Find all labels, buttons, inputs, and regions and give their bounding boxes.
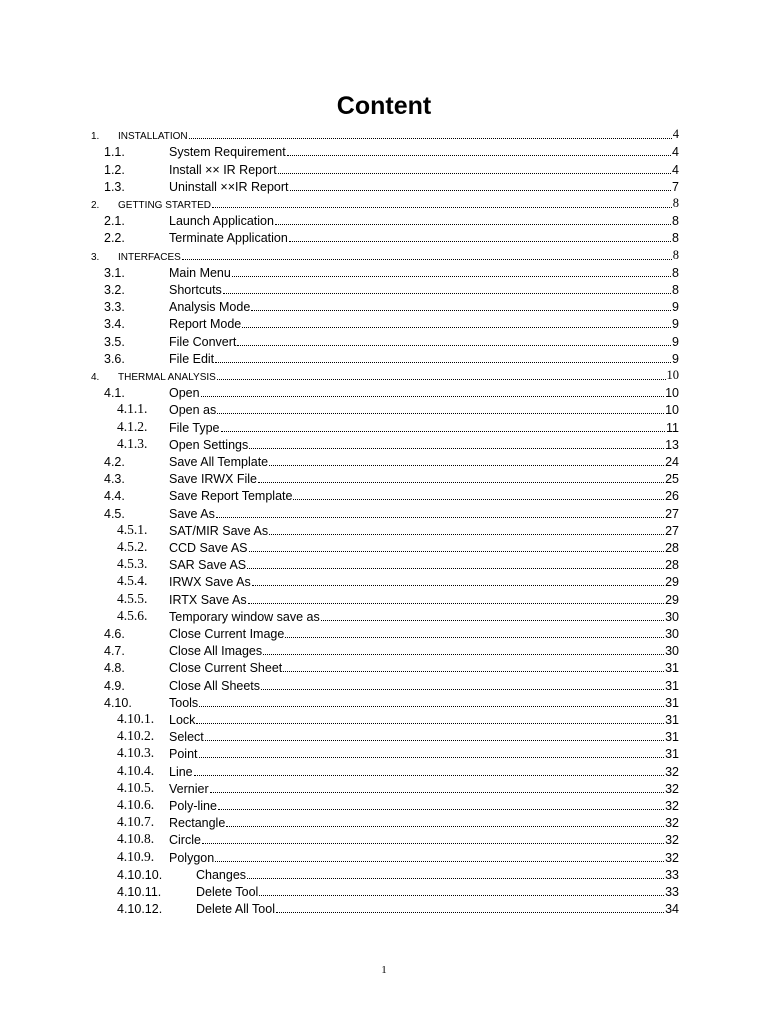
- toc-entry-body: [169, 747, 679, 761]
- toc-entry-body: [169, 558, 679, 572]
- toc-entry-number: 4.10.7.: [117, 814, 155, 830]
- toc-entry-page: 33: [665, 884, 679, 899]
- toc-entry-body: [169, 335, 679, 349]
- toc-entry-body: [169, 593, 679, 607]
- toc-dot-leader: [182, 259, 672, 260]
- toc-entry-page: 8: [672, 265, 679, 280]
- toc-entry-label: Delete Tool: [196, 884, 259, 899]
- toc-entry[interactable]: [0, 780, 768, 797]
- toc-entry-number: 4.10.8.: [117, 831, 155, 847]
- toc-entry-page: 24: [665, 454, 679, 469]
- toc-dot-leader: [199, 706, 664, 707]
- toc-entry-number: 4.2.: [104, 454, 125, 469]
- toc-entry-page: 32: [665, 833, 679, 848]
- toc-dot-leader: [242, 327, 671, 328]
- toc-entry-number: 4.10.: [104, 695, 132, 710]
- toc-entry-label: SAT/MIR Save As: [169, 523, 269, 538]
- toc-entry-number: 4.10.6.: [117, 796, 155, 812]
- toc-entry-body: [118, 368, 679, 383]
- toc-entry-number: 4.1.: [104, 386, 125, 401]
- toc-dot-leader: [232, 276, 671, 277]
- toc-entry-page: 32: [665, 764, 679, 779]
- toc-entry-body: [118, 127, 679, 142]
- toc-entry-body: [169, 541, 679, 555]
- toc-entry[interactable]: [0, 573, 768, 590]
- toc-dot-leader: [290, 190, 672, 191]
- toc-entry-page: 27: [665, 506, 679, 521]
- toc-entry-label: Save All Template: [169, 454, 269, 469]
- toc-dot-leader: [275, 224, 671, 225]
- toc-entry[interactable]: [0, 676, 768, 693]
- toc-entry-body: [169, 661, 679, 675]
- toc-entry[interactable]: [0, 384, 768, 401]
- toc-entry[interactable]: [0, 281, 768, 298]
- toc-entry-number: 4.10.4.: [117, 762, 155, 778]
- toc-entry-page: 32: [665, 850, 679, 865]
- toc-entry[interactable]: [0, 831, 768, 848]
- toc-entry[interactable]: [0, 694, 768, 711]
- toc-entry-page: 31: [665, 747, 679, 762]
- toc-entry-page: 8: [672, 195, 679, 210]
- toc-entry-page: 32: [665, 781, 679, 796]
- toc-entry-page: 4: [672, 145, 679, 160]
- toc-dot-leader: [278, 173, 671, 174]
- toc-dot-leader: [249, 551, 665, 552]
- toc-entry-number: 4.10.12.: [117, 902, 163, 917]
- toc-dot-leader: [321, 620, 664, 621]
- toc-entry-body: [169, 644, 679, 658]
- toc-entry-number: 4.5.: [104, 506, 125, 521]
- toc-entry-body: [169, 679, 679, 693]
- toc-dot-leader: [263, 654, 664, 655]
- toc-entry-number: 4.1.3.: [117, 435, 148, 451]
- toc-entry-page: 4: [672, 162, 679, 177]
- toc-entry[interactable]: [0, 160, 768, 177]
- toc-entry-page: 7: [672, 179, 679, 194]
- toc-entry[interactable]: [0, 590, 768, 607]
- toc-entry[interactable]: [0, 883, 768, 900]
- toc-entry-body: [169, 713, 679, 727]
- toc-entry-body: [169, 627, 679, 641]
- toc-entry-body: [169, 524, 679, 538]
- toc-entry-page: 28: [665, 558, 679, 573]
- toc-entry-body: [169, 799, 679, 813]
- toc-entry[interactable]: [0, 848, 768, 865]
- toc-entry-label: Close Current Sheet: [169, 661, 283, 676]
- toc-entry-body: [196, 885, 679, 899]
- toc-entry-number: 3.6.: [104, 351, 125, 366]
- toc-entry-label: Lock: [169, 712, 196, 727]
- toc-entry-body: [169, 231, 679, 245]
- toc-entry-body: [169, 507, 679, 521]
- toc-entry-number: 4.5.1.: [117, 521, 148, 537]
- toc-entry-number: 4.10.10.: [117, 867, 163, 882]
- toc-entry-number: 1.: [91, 131, 100, 143]
- toc-entry-label: THERMAL ANALYSIS: [118, 371, 216, 383]
- toc-entry-body: [169, 421, 679, 435]
- toc-entry-page: 26: [665, 489, 679, 504]
- toc-entry-label: Report Mode: [169, 317, 242, 332]
- toc-dot-leader: [249, 448, 664, 449]
- toc-dot-leader: [223, 293, 671, 294]
- page-title: Content: [336, 92, 432, 120]
- toc-entry[interactable]: [0, 195, 768, 212]
- toc-entry[interactable]: [0, 401, 768, 418]
- toc-entry-body: [196, 902, 679, 916]
- toc-entry-body: [169, 352, 679, 366]
- toc-dot-leader: [221, 431, 666, 432]
- toc-entry-label: Shortcuts: [169, 282, 222, 297]
- toc-entry-label: Uninstall ××IR Report: [169, 179, 289, 194]
- toc-entry-label: Analysis Mode: [169, 300, 251, 315]
- toc-entry-body: [169, 765, 679, 779]
- toc-entry-number: 4.8.: [104, 661, 125, 676]
- toc-entry-body: [169, 575, 679, 589]
- toc-entry-page: 8: [672, 214, 679, 229]
- toc-entry-body: [169, 317, 679, 331]
- toc-entry-label: Changes: [196, 867, 247, 882]
- toc-dot-leader: [276, 912, 664, 913]
- toc-dot-leader: [210, 792, 664, 793]
- toc-entry[interactable]: [0, 229, 768, 246]
- toc-entry[interactable]: [0, 487, 768, 504]
- toc-entry-number: 2.2.: [104, 231, 125, 246]
- toc-entry-label: Select: [169, 730, 204, 745]
- toc-entry[interactable]: [0, 711, 768, 728]
- toc-dot-leader: [269, 534, 664, 535]
- toc-entry-body: [169, 816, 679, 830]
- toc-entry[interactable]: [0, 126, 768, 143]
- toc-entry[interactable]: [0, 367, 768, 384]
- toc-entry-number: 4.9.: [104, 678, 125, 693]
- toc-entry-number: 4.1.1.: [117, 401, 148, 417]
- toc-dot-leader: [247, 878, 664, 879]
- toc-entry[interactable]: [0, 642, 768, 659]
- toc-entry[interactable]: [0, 745, 768, 762]
- toc-entry-body: [169, 455, 679, 469]
- toc-entry-label: System Requirement: [169, 145, 286, 160]
- toc-entry-page: 8: [672, 247, 679, 262]
- toc-entry-body: [169, 438, 679, 452]
- toc-entry-label: Poly-line: [169, 798, 217, 813]
- toc-entry-page: 31: [665, 730, 679, 745]
- toc-entry-number: 4.5.5.: [117, 590, 148, 606]
- toc-entry-label: IRWX Save As: [169, 575, 251, 590]
- toc-dot-leader: [194, 775, 664, 776]
- toc-entry-label: Terminate Application: [169, 231, 288, 246]
- toc-entry-page: 10: [665, 386, 679, 401]
- toc-entry-body: [169, 833, 679, 847]
- toc-entry-body: [169, 851, 679, 865]
- toc-entry-page: 32: [665, 816, 679, 831]
- toc-entry-page: 31: [665, 678, 679, 693]
- toc-entry[interactable]: [0, 762, 768, 779]
- toc-entry-number: 3.: [91, 251, 100, 263]
- toc-entry-label: Open Settings: [169, 437, 249, 452]
- toc-entry[interactable]: [0, 556, 768, 573]
- toc-entry-label: Polygon: [169, 850, 215, 865]
- toc-entry-number: 4.10.2.: [117, 728, 155, 744]
- toc-entry-page: 29: [665, 575, 679, 590]
- toc-entry-number: 4.4.: [104, 489, 125, 504]
- toc-entry[interactable]: [0, 814, 768, 831]
- toc-entry-label: Point: [169, 747, 198, 762]
- toc-entry-label: Tools: [169, 695, 199, 710]
- toc-entry-page: 28: [665, 540, 679, 555]
- toc-entry-number: 3.3.: [104, 300, 125, 315]
- toc-entry-number: 4.: [91, 371, 100, 383]
- toc-entry-label: Rectangle: [169, 816, 226, 831]
- toc-dot-leader: [217, 379, 666, 380]
- toc-entry[interactable]: [0, 298, 768, 315]
- toc-entry-label: Launch Application: [169, 214, 274, 229]
- toc-dot-leader: [269, 465, 664, 466]
- toc-entry-page: 9: [672, 300, 679, 315]
- toc-entry-body: [169, 300, 679, 314]
- toc-entry-page: 31: [665, 712, 679, 727]
- toc-dot-leader: [289, 241, 671, 242]
- toc-entry-number: 4.10.1.: [117, 710, 155, 726]
- toc-dot-leader: [251, 310, 671, 311]
- toc-entry-page: 29: [665, 592, 679, 607]
- toc-entry-body: [169, 782, 679, 796]
- toc-entry[interactable]: [0, 504, 768, 521]
- toc-entry-page: 9: [672, 317, 679, 332]
- toc-dot-leader: [196, 723, 664, 724]
- toc-entry-body: [118, 248, 679, 263]
- toc-entry[interactable]: [0, 625, 768, 642]
- toc-entry[interactable]: [0, 470, 768, 487]
- toc-entry-number: 4.10.3.: [117, 745, 155, 761]
- toc-dot-leader: [247, 568, 664, 569]
- toc-dot-leader: [259, 895, 664, 896]
- toc-entry[interactable]: [0, 453, 768, 470]
- toc-entry-page: 27: [665, 523, 679, 538]
- toc-entry-number: 1.1.: [104, 145, 125, 160]
- toc-dot-leader: [212, 207, 672, 208]
- toc-dot-leader: [217, 413, 664, 414]
- toc-entry-body: [118, 196, 679, 211]
- toc-dot-leader: [287, 155, 671, 156]
- toc-entry[interactable]: [0, 212, 768, 229]
- toc-entry[interactable]: [0, 143, 768, 160]
- toc-entry-label: File Type: [169, 420, 220, 435]
- toc-dot-leader: [202, 843, 664, 844]
- toc-entry[interactable]: [0, 315, 768, 332]
- toc-entry-label: Open: [169, 386, 200, 401]
- toc-dot-leader: [201, 396, 665, 397]
- toc-entry-page: 9: [672, 334, 679, 349]
- toc-entry-number: 4.3.: [104, 472, 125, 487]
- toc-entry[interactable]: [0, 246, 768, 263]
- toc-entry-number: 4.6.: [104, 626, 125, 641]
- toc-entry[interactable]: [0, 539, 768, 556]
- toc-entry[interactable]: [0, 866, 768, 883]
- toc-entry-label: Vernier: [169, 781, 209, 796]
- toc-entry-page: 30: [665, 644, 679, 659]
- toc-entry[interactable]: [0, 178, 768, 195]
- toc-entry[interactable]: [0, 332, 768, 349]
- toc-entry-number: 3.5.: [104, 334, 125, 349]
- toc-dot-leader: [189, 138, 672, 139]
- toc-entry-number: 4.5.6.: [117, 607, 148, 623]
- toc-entry-page: 30: [665, 609, 679, 624]
- toc-entry-label: Close All Images: [169, 644, 263, 659]
- toc-dot-leader: [237, 345, 671, 346]
- toc-dot-leader: [248, 603, 665, 604]
- toc-entry[interactable]: [0, 264, 768, 281]
- toc-entry-page: 31: [665, 661, 679, 676]
- toc-entry-page: 4: [672, 127, 679, 142]
- toc-dot-leader: [215, 362, 671, 363]
- toc-entry-body: [169, 386, 679, 400]
- toc-entry-number: 4.5.2.: [117, 538, 148, 554]
- toc-entry-body: [169, 180, 679, 194]
- toc-entry-number: 3.4.: [104, 317, 125, 332]
- toc-entry-number: 4.7.: [104, 644, 125, 659]
- toc-dot-leader: [285, 637, 664, 638]
- toc-entry-label: Save IRWX File: [169, 472, 257, 487]
- toc-entry[interactable]: [0, 728, 768, 745]
- toc-entry-label: Save Report Template: [169, 489, 293, 504]
- toc-entry-body: [169, 489, 679, 503]
- toc-entry-label: Main Menu: [169, 265, 231, 280]
- toc-dot-leader: [283, 671, 664, 672]
- toc-entry-page: 9: [672, 351, 679, 366]
- toc-entry-label: Open as: [169, 403, 217, 418]
- toc-entry-page: 10: [665, 403, 679, 418]
- toc-entry-number: 4.5.3.: [117, 556, 148, 572]
- toc-entry-number: 3.1.: [104, 265, 125, 280]
- toc-entry-body: [196, 868, 679, 882]
- toc-entry-body: [169, 696, 679, 710]
- toc-entry-body: [169, 610, 679, 624]
- toc-entry[interactable]: [0, 608, 768, 625]
- toc-entry-page: 30: [665, 626, 679, 641]
- toc-entry-number: 3.2.: [104, 282, 125, 297]
- toc-entry-label: Circle: [169, 833, 201, 848]
- toc-entry-label: File Edit: [169, 351, 215, 366]
- toc-entry-label: CCD Save AS: [169, 540, 248, 555]
- toc-dot-leader: [216, 517, 664, 518]
- toc-entry-label: GETTING STARTED: [118, 199, 211, 211]
- toc-entry-body: [169, 163, 679, 177]
- toc-entry[interactable]: [0, 659, 768, 676]
- toc-entry-number: 4.1.2.: [117, 418, 148, 434]
- toc-entry-page: 13: [665, 437, 679, 452]
- toc-entry-number: 2.: [91, 199, 100, 211]
- toc-entry-page: 31: [665, 695, 679, 710]
- page-number: 1: [381, 964, 387, 976]
- toc-entry-number: 4.5.4.: [117, 573, 148, 589]
- toc-entry-page: 8: [672, 282, 679, 297]
- toc-entry-page: 25: [665, 472, 679, 487]
- toc-dot-leader: [261, 689, 664, 690]
- toc-entry-page: 11: [666, 420, 679, 435]
- toc-entry-body: [169, 145, 679, 159]
- toc-entry-label: File Convert: [169, 334, 237, 349]
- toc-entry-number: 4.10.5.: [117, 779, 155, 795]
- toc-entry[interactable]: [0, 900, 768, 917]
- toc-dot-leader: [199, 757, 665, 758]
- toc-entry-number: 2.1.: [104, 214, 125, 229]
- toc-entry-label: INTERFACES: [118, 251, 181, 263]
- toc-entry[interactable]: [0, 418, 768, 435]
- toc-entry-page: 34: [665, 902, 679, 917]
- toc-entry-label: Line: [169, 764, 193, 779]
- toc-dot-leader: [293, 499, 664, 500]
- toc-dot-leader: [218, 809, 664, 810]
- toc-entry-body: [169, 214, 679, 228]
- toc-entry-label: Install ×× IR Report: [169, 162, 277, 177]
- toc-entry[interactable]: [0, 350, 768, 367]
- toc-entry-number: 4.10.9.: [117, 848, 155, 864]
- toc-entry-page: 10: [666, 367, 679, 382]
- toc-entry-body: [169, 403, 679, 417]
- toc-dot-leader: [226, 826, 664, 827]
- toc-dot-leader: [258, 482, 664, 483]
- toc-entry-label: Temporary window save as: [169, 609, 320, 624]
- toc-entry-label: Save As: [169, 506, 215, 521]
- toc-entry-label: Delete All Tool: [196, 902, 275, 917]
- toc-entry-label: Close All Sheets: [169, 678, 261, 693]
- toc-entry[interactable]: [0, 436, 768, 453]
- toc-entry-label: Close Current Image: [169, 626, 285, 641]
- toc-entry-body: [169, 472, 679, 486]
- toc-entry-page: 32: [665, 798, 679, 813]
- toc-entry-body: [169, 266, 679, 280]
- toc-entry-page: 33: [665, 867, 679, 882]
- toc-dot-leader: [215, 861, 664, 862]
- toc-entry-label: SAR Save AS: [169, 558, 247, 573]
- toc-entry-body: [169, 283, 679, 297]
- toc-entry-number: 4.10.11.: [117, 884, 162, 899]
- toc-entry-number: 1.3.: [104, 179, 125, 194]
- toc-entry-label: IRTX Save As: [169, 592, 247, 607]
- toc-entry-label: INSTALLATION: [118, 131, 188, 143]
- toc-dot-leader: [252, 585, 664, 586]
- toc-entry-page: 8: [672, 231, 679, 246]
- toc-dot-leader: [205, 740, 664, 741]
- toc-entry[interactable]: [0, 797, 768, 814]
- toc-entry[interactable]: [0, 522, 768, 539]
- toc-entry-body: [169, 730, 679, 744]
- toc-entry-number: 1.2.: [104, 162, 125, 177]
